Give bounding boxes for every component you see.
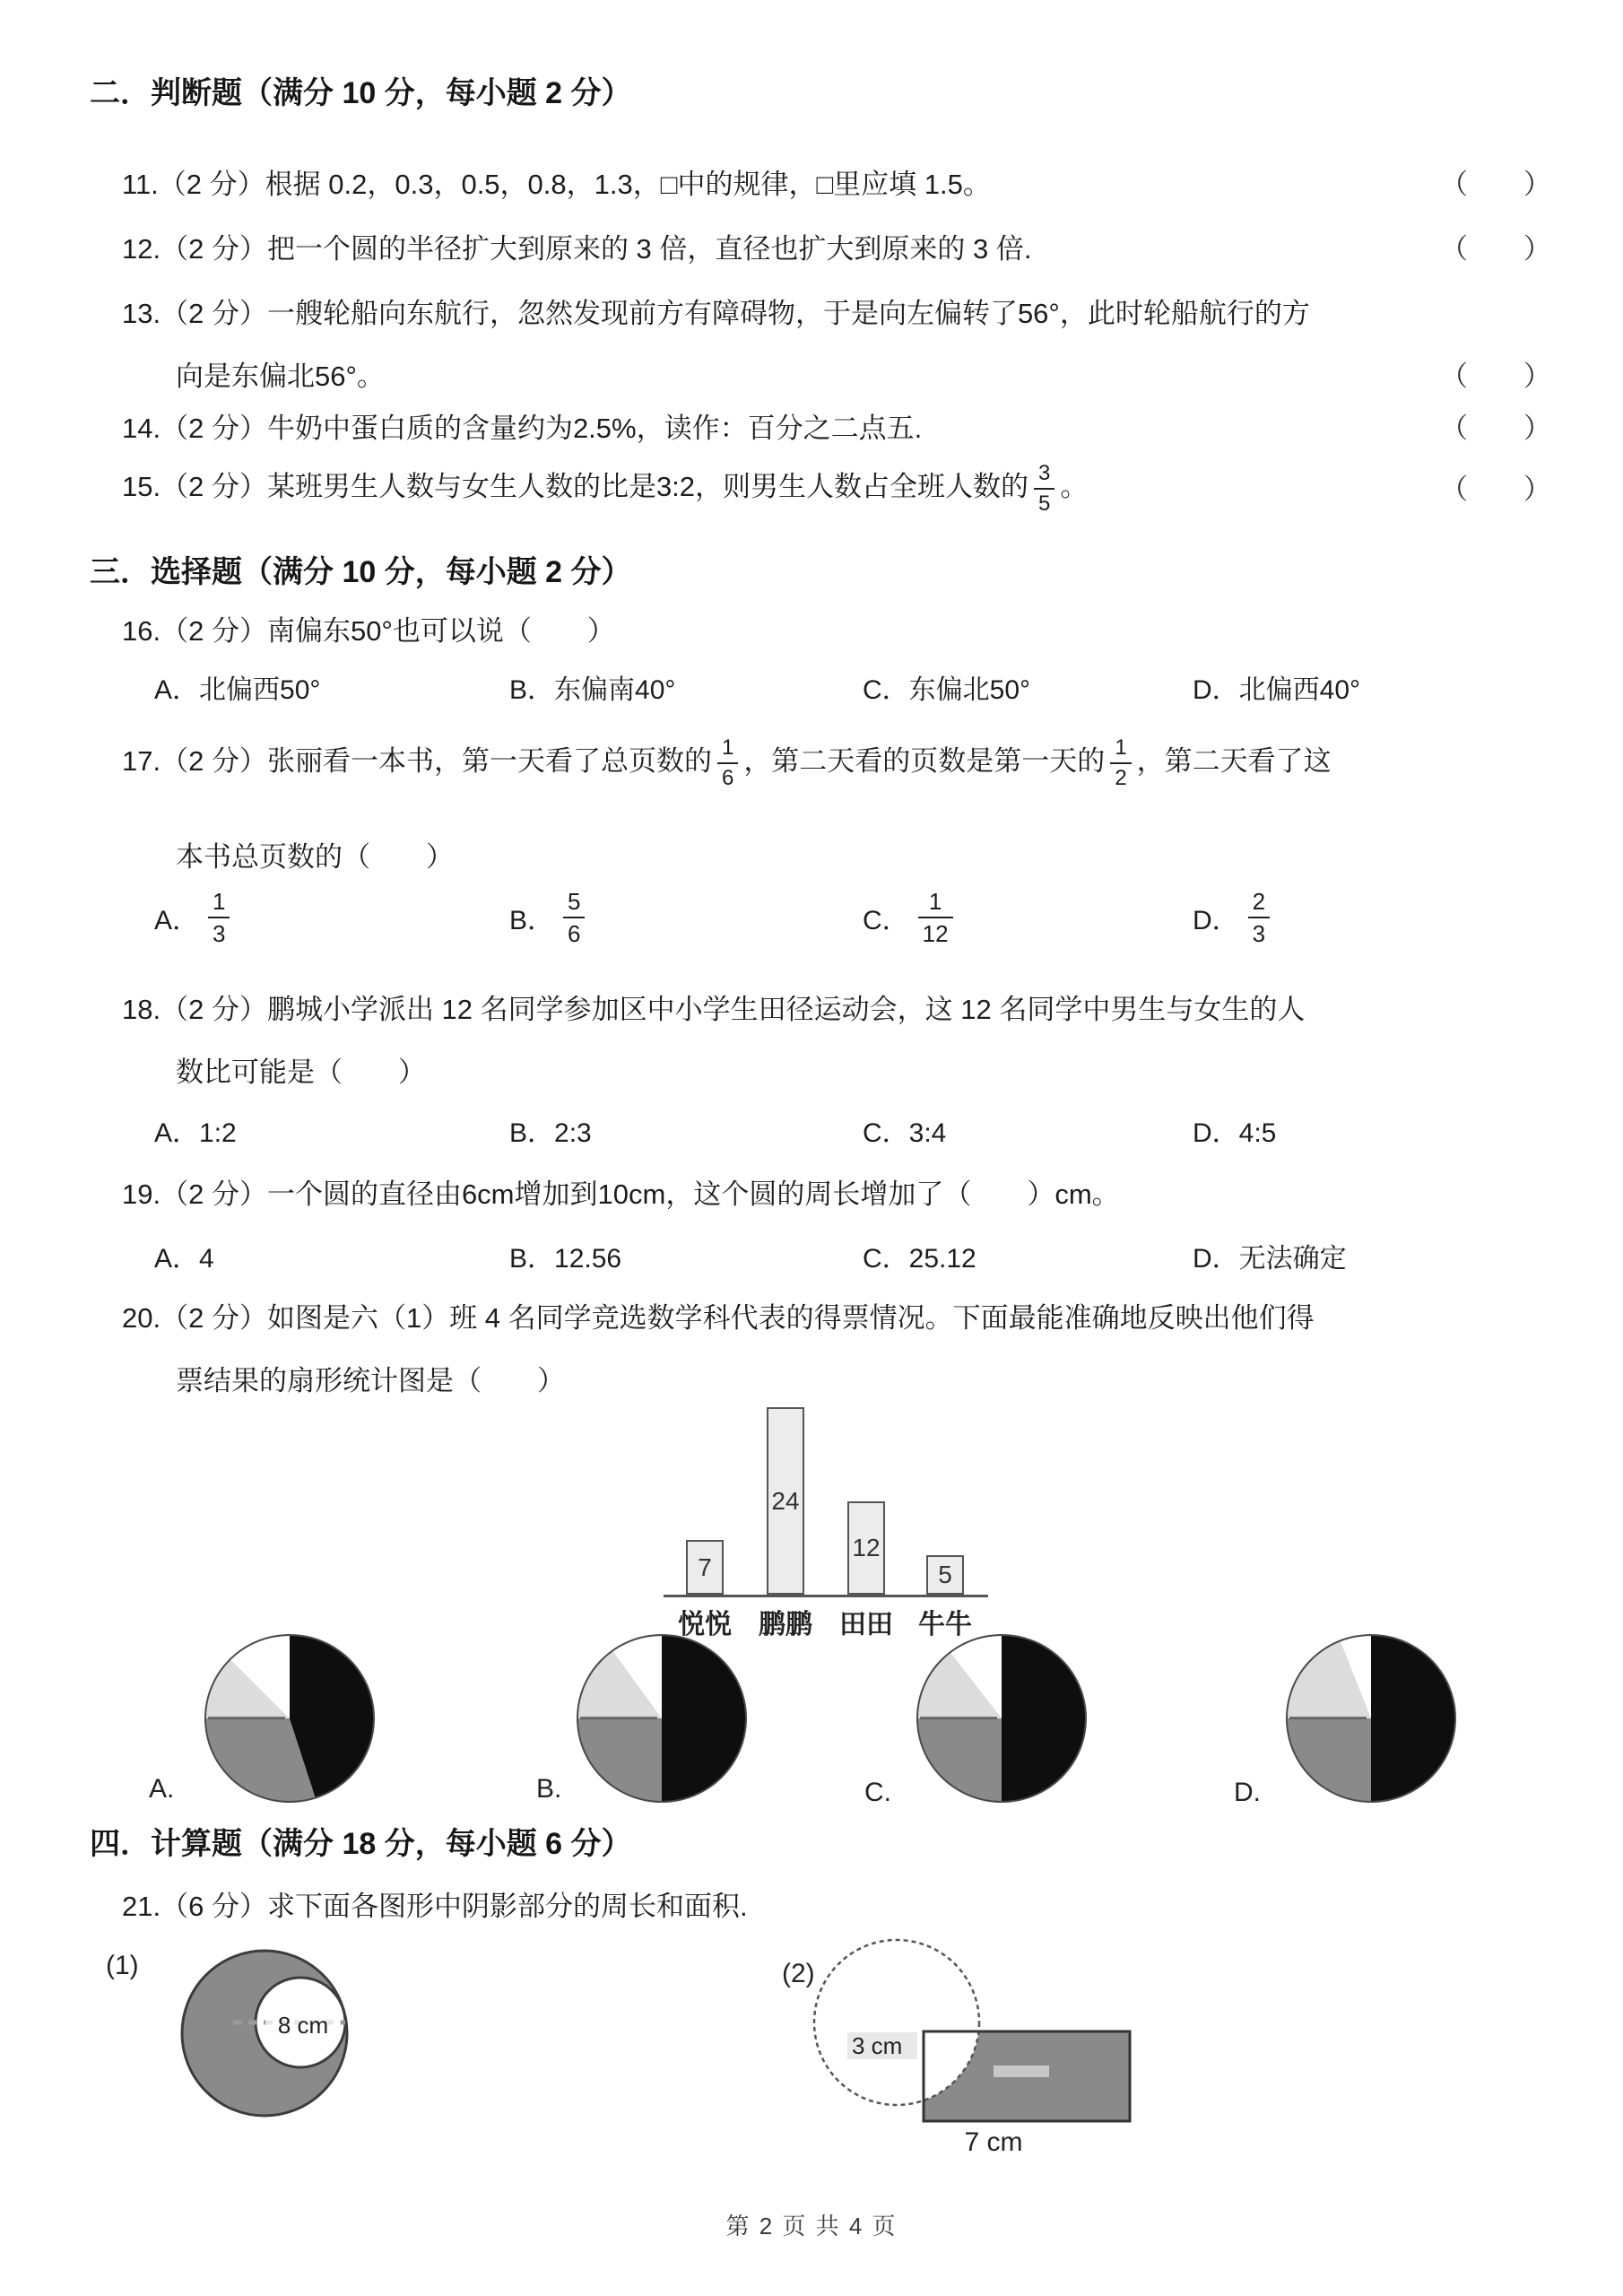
pie-chart-c <box>916 1634 1087 1803</box>
figure-2-circle <box>814 1940 979 2105</box>
question-20-line2: 票结果的扇形统计图是（ ） <box>176 1365 565 1396</box>
figure-21-1 <box>99 1942 368 2130</box>
figure-1-label: (1) <box>106 1951 139 1980</box>
figure-2-radius: 3 cm <box>852 2032 903 2059</box>
q19-option-c: C．25.12 <box>863 1244 976 1274</box>
bar-tiantian <box>847 1501 885 1595</box>
pie-option-label-b: B. <box>536 1774 562 1804</box>
question-18-line2: 数比可能是（ ） <box>176 1057 426 1088</box>
q19-option-d: D．无法确定 <box>1193 1244 1347 1274</box>
section-choice-heading: 三．选择题（满分 10 分，每小题 2 分） <box>90 555 632 589</box>
question-16: 16.（2 分）南偏东50°也可以说（ ） <box>122 615 615 647</box>
pie-option-label-d: D. <box>1234 1778 1261 1807</box>
pie-option-label-c: C. <box>864 1778 891 1807</box>
answer-paren-11: （ ） <box>1440 169 1551 200</box>
figure-21-2 <box>762 1919 1184 2161</box>
question-21: 21.（6 分）求下面各图形中阴影部分的周长和面积. <box>122 1891 748 1922</box>
q18-option-d: D．4:5 <box>1193 1118 1277 1148</box>
question-17-line2: 本书总页数的（ ） <box>176 841 454 873</box>
bar-label-niuniu: 牛牛 <box>918 1610 972 1639</box>
question-13-line1: 13.（2 分）一艘轮船向东航行，忽然发现前方有障碍物，于是向左偏转了56°，此时轮船航行的方 <box>122 298 1310 329</box>
fraction-3-5: $\frac{3}{5}$ <box>1034 463 1055 515</box>
question-15 <box>122 463 1088 515</box>
bar-yueyue <box>686 1540 724 1595</box>
q17-option-b: B． $\frac{5}{6}$ <box>509 890 590 945</box>
question-20-line1: 20.（2 分）如图是六（1）班 4 名同学竞选数学科代表的得票情况。下面最能准确地反映出他们得 <box>122 1302 1315 1334</box>
question-19: 19.（2 分）一个圆的直径由6cm增加到10cm，这个圆的周长增加了（ ）cm。 <box>122 1178 1120 1210</box>
answer-paren-15: （ ） <box>1440 474 1551 505</box>
bar-label-tiantian: 田田 <box>839 1610 893 1639</box>
question-11: 11.（2 分）根据 0.2，0.3，0.5，0.8，1.3，□中的规律，□里应填 1.5。 <box>122 169 991 200</box>
q18-option-b: B．2:3 <box>509 1118 592 1148</box>
q17-option-c: C． $\frac{1}{12}$ <box>863 890 959 945</box>
section-calc-heading: 四．计算题（满分 18 分，每小题 6 分） <box>90 1827 632 1861</box>
q17-option-a: A． $\frac{1}{3}$ <box>154 890 235 945</box>
q17-text-c: ，第二天看了这 <box>1136 745 1332 778</box>
answer-paren-14: （ ） <box>1440 413 1551 444</box>
q16-option-a: A．北偏西50° <box>154 675 321 705</box>
votes-bar-chart <box>664 1401 988 1597</box>
pie-chart-b <box>577 1634 747 1803</box>
q17-option-d: D． $\frac{2}{3}$ <box>1193 890 1275 945</box>
answer-paren-12: （ ） <box>1440 233 1551 265</box>
q19-option-a: A．4 <box>154 1244 214 1274</box>
figure-2-width: 7 cm <box>964 2127 1023 2157</box>
section-judge-heading: 二．判断题（满分 10 分，每小题 2 分） <box>90 76 632 110</box>
question-15-period: 。 <box>1060 471 1089 503</box>
bar-label-pengpeng: 鹏鹏 <box>759 1610 812 1639</box>
q16-option-b: B．东偏南40° <box>509 675 676 705</box>
question-14: 14.（2 分）牛奶中蛋白质的含量约为2.5%，读作：百分之二点五. <box>122 413 923 444</box>
q17-text-a: 17.（2 分）张丽看一本书，第一天看了总页数的 <box>122 745 712 778</box>
fraction-1-6: $\frac{1}{6}$ <box>717 737 738 789</box>
bar-value-pengpeng: 24 <box>771 1486 800 1515</box>
answer-paren-13: （ ） <box>1440 361 1551 392</box>
figure-1-dimension: 8 cm <box>277 2012 329 2039</box>
q16-option-d: D．北偏西40° <box>1193 675 1361 705</box>
question-12: 12.（2 分）把一个圆的半径扩大到原来的 3 倍，直径也扩大到原来的 3 倍. <box>122 233 1032 265</box>
pie-chart-d <box>1286 1634 1456 1803</box>
bar-value-yueyue: 7 <box>698 1552 712 1581</box>
figure-2-scan-artifact <box>994 2066 1049 2077</box>
q19-option-b: B．12.56 <box>509 1244 622 1274</box>
bar-label-yueyue: 悦悦 <box>678 1610 732 1639</box>
pie-chart-a <box>204 1634 375 1803</box>
q17-text-b: ，第二天看的页数是第一天的 <box>743 745 1106 778</box>
question-13-line2: 向是东偏北56°。 <box>176 361 385 392</box>
bar-niuniu <box>926 1555 964 1595</box>
fraction-1-2: $\frac{1}{2}$ <box>1110 737 1131 789</box>
question-18-line1: 18.（2 分）鹏城小学派出 12 名同学参加区中小学生田径运动会，这 12 名同学中男生与女生的人 <box>122 994 1306 1025</box>
q18-option-a: A．1:2 <box>154 1118 237 1148</box>
bar-value-tiantian: 12 <box>852 1534 881 1561</box>
q18-option-c: C．3:4 <box>863 1118 947 1148</box>
figure-2-label: (2) <box>782 1959 815 1988</box>
question-15-text: 15.（2 分）某班男生人数与女生人数的比是3:2，则男生人数占全班人数的 <box>122 471 1029 503</box>
question-17-line1 <box>122 737 1332 789</box>
pie-option-label-a: A. <box>149 1774 175 1804</box>
bar-value-niuniu: 5 <box>938 1561 952 1588</box>
page-footer: 第 2 页 共 4 页 <box>725 2213 898 2239</box>
bar-pengpeng <box>767 1407 804 1595</box>
q16-option-c: C．东偏北50° <box>863 675 1031 705</box>
